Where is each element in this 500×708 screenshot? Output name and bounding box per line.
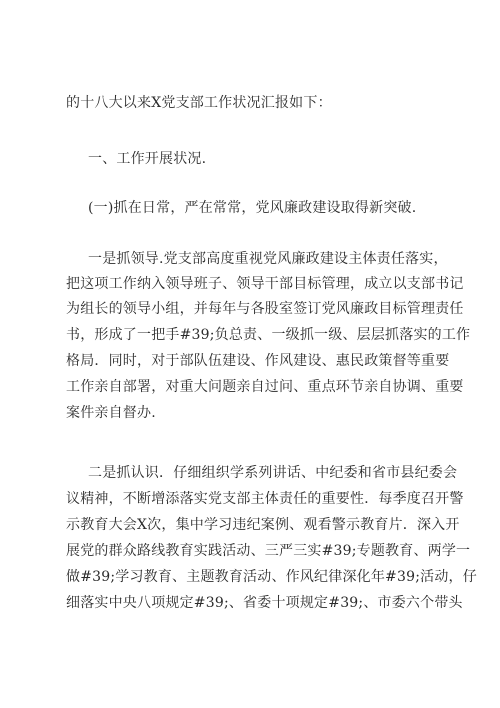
- subsection-heading: (一)抓在日常，严在常常，党风廉政建设取得新突破.: [88, 200, 417, 216]
- section-heading: 一、工作开展状况.: [88, 151, 207, 167]
- paragraph-line: 为组长的领导小组，并每年与各股室签订党风廉政目标管理责任: [66, 301, 464, 317]
- paragraph-line: 格局．同时，对于部队伍建设、作风建设、惠民政策督等重要: [66, 353, 450, 369]
- paragraph-line: 一是抓领导.党支部高度重视党风廉政建设主体责任落实，: [88, 251, 448, 267]
- paragraph-line: 做#39;学习教育、主题教育活动、作风纪律深化年#39;活动，仔: [66, 569, 477, 585]
- paragraph-line: 工作亲自部署，对重大问题亲自过问、重点环节亲自协调、重要: [66, 379, 464, 395]
- intro-line: 的十八大以来X党支部工作状况汇报如下：: [66, 95, 332, 111]
- paragraph-line: 把这项工作纳入领导班子、领导干部目标管理，成立以支部书记: [66, 276, 464, 292]
- paragraph-line: 展党的群众路线教育实践活动、三严三实#39;专题教育、两学一: [66, 543, 471, 559]
- paragraph-line: 细落实中央八项规定#39;、省委十项规定#39;、市委六个带头: [66, 595, 463, 611]
- paragraph-line: 案件亲自督办.: [66, 405, 156, 421]
- paragraph-line: 示教育大会X次，集中学习违纪案例、观看警示教育片．深入开: [66, 517, 460, 533]
- paragraph-line: 议精神，不断增添落实党支部主体责任的重要性．每季度召开警: [66, 491, 464, 507]
- paragraph-line: 书，形成了一把手#39;负总责、一级抓一级、层层抓落实的工作: [66, 327, 471, 343]
- paragraph-line: 二是抓认识．仔细组织学系列讲话、中纪委和省市县纪委会: [88, 465, 458, 481]
